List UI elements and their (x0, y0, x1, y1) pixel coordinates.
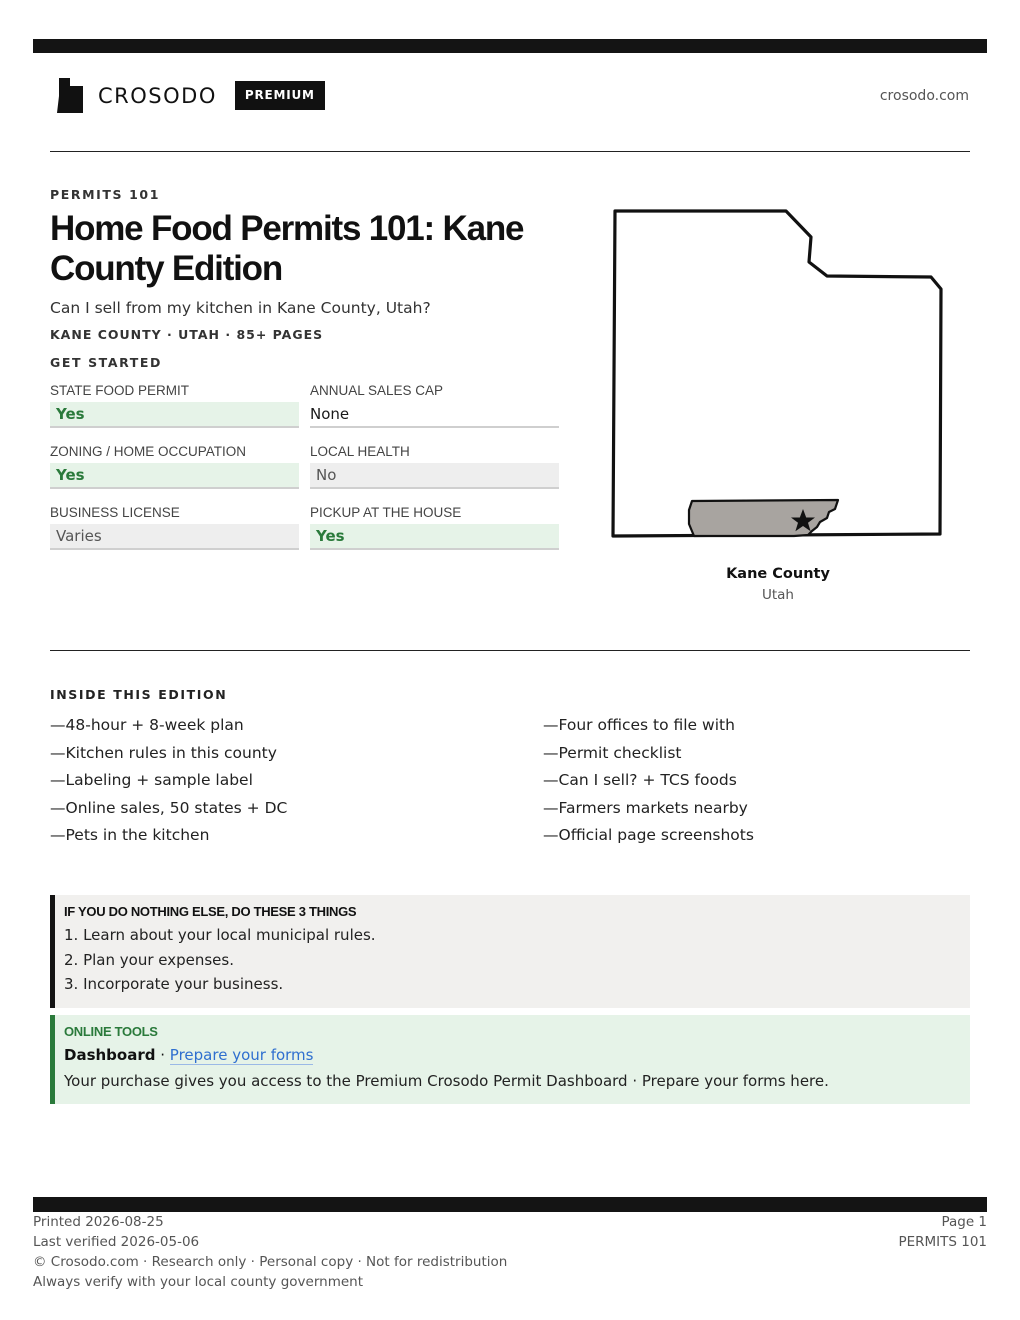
list-item: —Can I sell? + TCS foods (543, 771, 737, 789)
three-things-callout (50, 895, 970, 1008)
premium-badge: PREMIUM (235, 81, 325, 110)
top-rule-bar (33, 39, 987, 53)
get-started-label: GET STARTED (50, 355, 163, 370)
subtitle: Can I sell from my kitchen in Kane County, Utah? (50, 299, 431, 317)
fact-label: STATE FOOD PERMIT (50, 383, 190, 398)
online-tools-panel (50, 1015, 970, 1104)
list-item: —Pets in the kitchen (50, 826, 210, 844)
fact-business-license (50, 504, 299, 565)
fact-label: BUSINESS LICENSE (50, 505, 180, 520)
brand-name: CROSODO (98, 83, 217, 108)
dashboard-label: Dashboard (64, 1046, 156, 1064)
list-item: —Farmers markets nearby (543, 798, 748, 817)
map-state-label: Utah (761, 587, 794, 603)
fact-value: No (310, 463, 559, 489)
page-number: Page 1 (941, 1214, 987, 1230)
section-divider (50, 650, 970, 651)
verified-date: Last verified 2026-05-06 (33, 1234, 200, 1250)
fact-annual-sales-cap (310, 382, 559, 443)
tools-row (64, 1045, 970, 1071)
separator: · (155, 1046, 170, 1064)
bottom-rule-bar (33, 1197, 987, 1212)
site-link[interactable]: crosodo.com (879, 88, 969, 104)
fact-value: Yes (50, 402, 299, 428)
edition-meta: KANE COUNTY · UTAH · 85+ PAGES (50, 327, 324, 342)
utah-state-silhouette-icon (56, 78, 84, 113)
page-title: Home Food Permits 101: Kane County Edition (50, 209, 524, 288)
printed-date: Printed 2026-08-25 (33, 1214, 164, 1230)
copyright: © Crosodo.com · Research only · Personal copy · Not for redistribution (33, 1254, 508, 1270)
fact-value: Varies (50, 524, 299, 550)
callout-item: 1. Learn about your local municipal rules. (64, 926, 376, 944)
callout-title: IF YOU DO NOTHING ELSE, DO THESE 3 THINGS (64, 904, 357, 919)
fact-value: Yes (310, 524, 559, 550)
callout-item: 3. Incorporate your business. (64, 975, 284, 993)
fact-label: ANNUAL SALES CAP (310, 383, 444, 398)
footer-left (33, 1213, 507, 1293)
list-item: —Kitchen rules in this county (50, 743, 277, 762)
series-label: PERMITS 101 (898, 1234, 987, 1250)
verify-note: Always verify with your local county government (33, 1274, 363, 1290)
fact-label: ZONING / HOME OCCUPATION (50, 444, 247, 459)
list-item: —Four offices to file with (543, 716, 735, 734)
callout-item: 2. Plan your expenses. (64, 950, 234, 969)
fact-pickup (310, 504, 559, 565)
tools-description: Your purchase gives you access to the Premium Crosodo Permit Dashboard · Prepare your forms here. (64, 1072, 829, 1090)
fact-local-health (310, 443, 559, 504)
utah-outline (613, 211, 941, 536)
map-county-label: Kane County (726, 566, 830, 582)
permit-facts-grid (50, 382, 559, 565)
inside-list-left (50, 714, 287, 852)
fact-zoning (50, 443, 299, 504)
list-item: —Online sales, 50 states + DC (50, 798, 288, 817)
inside-edition-label: INSIDE THIS EDITION (50, 687, 228, 702)
footer-right (898, 1213, 987, 1253)
fact-label: PICKUP AT THE HOUSE (310, 505, 462, 520)
fact-value: None (310, 402, 559, 428)
fact-state-food-permit (50, 382, 299, 443)
online-tools-title: ONLINE TOOLS (64, 1024, 158, 1039)
eyebrow: PERMITS 101 (50, 187, 160, 202)
brand[interactable] (56, 78, 325, 113)
prepare-forms-link[interactable]: Prepare your forms (169, 1046, 314, 1064)
header-divider (50, 151, 970, 152)
fact-value: Yes (50, 463, 299, 489)
list-item: —Official page screenshots (543, 826, 754, 844)
fact-label: LOCAL HEALTH (310, 444, 410, 459)
inside-list-right (543, 714, 754, 852)
list-item: —48-hour + 8-week plan (50, 716, 244, 734)
list-item: —Labeling + sample label (50, 771, 253, 789)
list-item: —Permit checklist (543, 743, 682, 762)
county-map (608, 204, 948, 548)
